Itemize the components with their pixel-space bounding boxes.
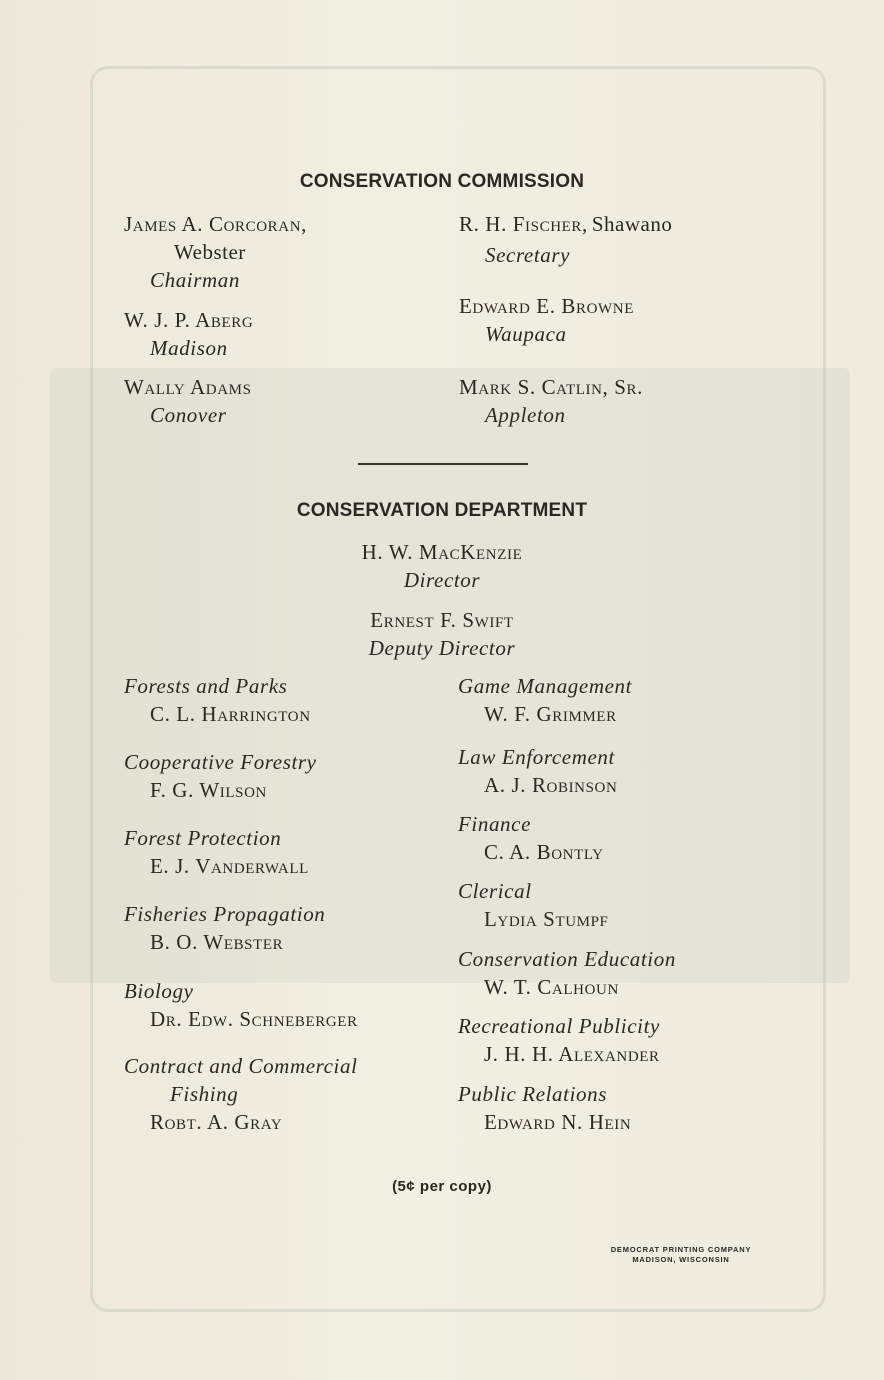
commission-heading: CONSERVATION COMMISSION (299, 171, 585, 192)
printer-name: DEMOCRAT PRINTING COMPANY (610, 1245, 752, 1254)
division-head: Robt. A. Gray (150, 1110, 283, 1134)
division-title-continued: Fishing (170, 1082, 239, 1106)
member-location: Madison (150, 336, 228, 360)
division-head: A. J. Robinson (484, 773, 618, 797)
department-heading: CONSERVATION DEPARTMENT (296, 500, 588, 521)
director-role: Director (403, 568, 481, 592)
member-role: Chairman (150, 268, 240, 292)
director-name: H. W. MacKenzie (361, 540, 523, 564)
deputy-role: Deputy Director (368, 636, 516, 660)
division-title: Cooperative Forestry (124, 750, 317, 774)
department-director (0, 538, 884, 594)
division-head: W. F. Grimmer (484, 702, 617, 726)
division-law-enforcement (458, 743, 617, 799)
division-conservation-education (458, 945, 676, 1001)
division-head: Edward N. Hein (484, 1110, 632, 1134)
member-location: Waupaca (485, 322, 567, 346)
division-title: Public Relations (458, 1082, 607, 1106)
printer-imprint (596, 1245, 766, 1265)
division-public-relations (458, 1080, 631, 1136)
division-head: E. J. Vanderwall (150, 854, 309, 878)
commission-member-corcoran (124, 210, 307, 294)
member-name: James A. Corcoran, (124, 212, 308, 236)
division-game-management (458, 672, 632, 728)
member-role: Secretary (485, 243, 571, 267)
division-head: B. O. Webster (150, 930, 284, 954)
commission-member-fischer (459, 210, 672, 269)
division-title: Game Management (458, 674, 633, 698)
division-title: Forest Protection (124, 826, 282, 850)
division-head: Lydia Stumpf (484, 907, 609, 931)
division-contract-commercial-fishing (124, 1052, 358, 1136)
division-title: Clerical (458, 879, 532, 903)
division-title: Forests and Parks (124, 674, 288, 698)
division-head: C. A. Bontly (484, 840, 604, 864)
member-name: Edward E. Browne (459, 294, 634, 318)
division-forest-protection (124, 824, 309, 880)
division-title: Recreational Publicity (458, 1014, 660, 1038)
member-location: Appleton (485, 403, 566, 427)
division-title: Law Enforcement (458, 745, 615, 769)
division-title: Conservation Education (458, 947, 676, 971)
department-deputy (0, 606, 884, 662)
division-fisheries-propagation (124, 900, 325, 956)
division-biology (124, 977, 358, 1033)
division-head: F. G. Wilson (150, 778, 267, 802)
division-head: Dr. Edw. Schneberger (150, 1007, 358, 1031)
commission-member-adams (124, 373, 252, 429)
member-location: Shawano (591, 212, 673, 236)
division-title: Biology (124, 979, 194, 1003)
section-divider (358, 463, 528, 465)
member-name: Wally Adams (124, 375, 252, 399)
division-title: Contract and Commercial (124, 1054, 358, 1078)
division-title: Finance (458, 812, 532, 836)
member-name: Mark S. Catlin, Sr. (459, 375, 643, 399)
member-location: Conover (150, 403, 227, 427)
deputy-name: Ernest F. Swift (370, 608, 514, 632)
division-finance (458, 810, 604, 866)
division-head: C. L. Harrington (150, 702, 311, 726)
price-note: (5¢ per copy) (392, 1178, 492, 1195)
member-location: Webster (174, 240, 246, 264)
printer-city: MADISON, WISCONSIN (632, 1255, 730, 1264)
division-forests-parks (124, 672, 311, 728)
division-title: Fisheries Propagation (124, 902, 326, 926)
commission-member-catlin (459, 373, 643, 429)
member-name: W. J. P. Aberg (124, 308, 254, 332)
division-head: W. T. Calhoun (484, 975, 619, 999)
commission-member-aberg (124, 306, 253, 362)
commission-member-browne (459, 292, 634, 348)
division-recreational-publicity (458, 1012, 660, 1068)
division-head: J. H. H. Alexander (484, 1042, 660, 1066)
division-clerical (458, 877, 608, 933)
member-name: R. H. Fischer, (459, 212, 588, 236)
division-cooperative-forestry (124, 748, 317, 804)
